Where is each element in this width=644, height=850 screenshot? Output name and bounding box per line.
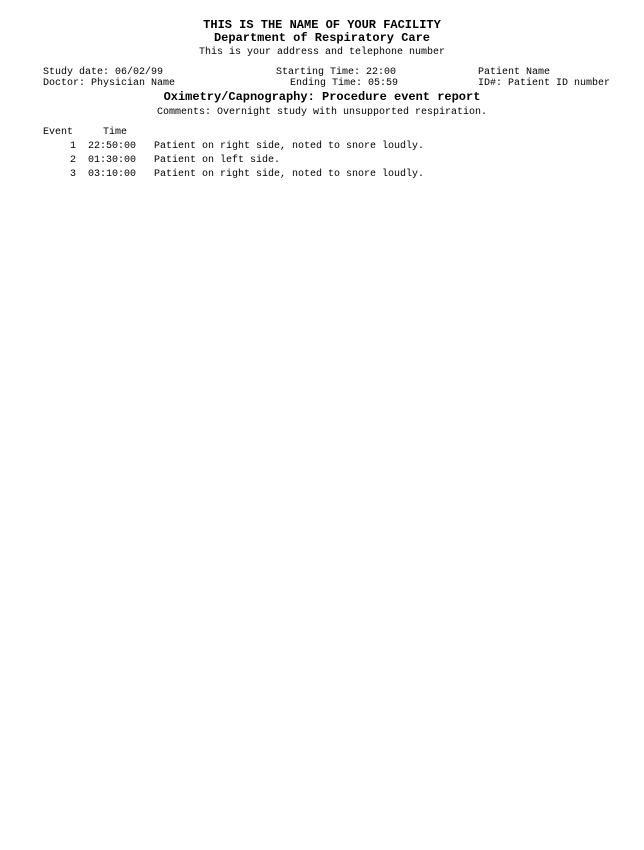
- facility-name: THIS IS THE NAME OF YOUR FACILITY: [203, 18, 441, 32]
- event-description: Patient on right side, noted to snore loudly.: [154, 141, 425, 152]
- event-number: 3: [69, 169, 76, 180]
- event-description: Patient on left side.: [154, 155, 281, 166]
- column-header-time: Time: [103, 127, 128, 138]
- facility-address: This is your address and telephone number: [198, 47, 446, 58]
- event-time: 22:50:00: [88, 141, 137, 152]
- table-row: [0, 141, 644, 153]
- study-info-row-1: [0, 67, 644, 78]
- event-time: 01:30:00: [88, 155, 137, 166]
- table-row: [0, 169, 644, 181]
- event-number: 2: [69, 155, 76, 166]
- ending-time: Ending Time: 05:59: [290, 78, 399, 89]
- department-name: Department of Respiratory Care: [213, 31, 431, 45]
- column-header-event: Event: [43, 127, 74, 138]
- patient-name: Patient Name: [478, 67, 551, 78]
- event-description: Patient on right side, noted to snore loudly.: [154, 169, 425, 180]
- patient-id: ID#: Patient ID number: [478, 78, 611, 89]
- report-title: Oximetry/Capnography: Procedure event report: [163, 90, 481, 104]
- doctor-name: Doctor: Physician Name: [43, 78, 176, 89]
- study-info-row-2: [0, 78, 644, 89]
- event-time: 03:10:00: [88, 169, 137, 180]
- report-comments: Comments: Overnight study with unsupported respiration.: [156, 107, 488, 118]
- table-row: [0, 155, 644, 167]
- starting-time: Starting Time: 22:00: [276, 67, 397, 78]
- study-date: Study date: 06/02/99: [43, 67, 164, 78]
- event-number: 1: [69, 141, 76, 152]
